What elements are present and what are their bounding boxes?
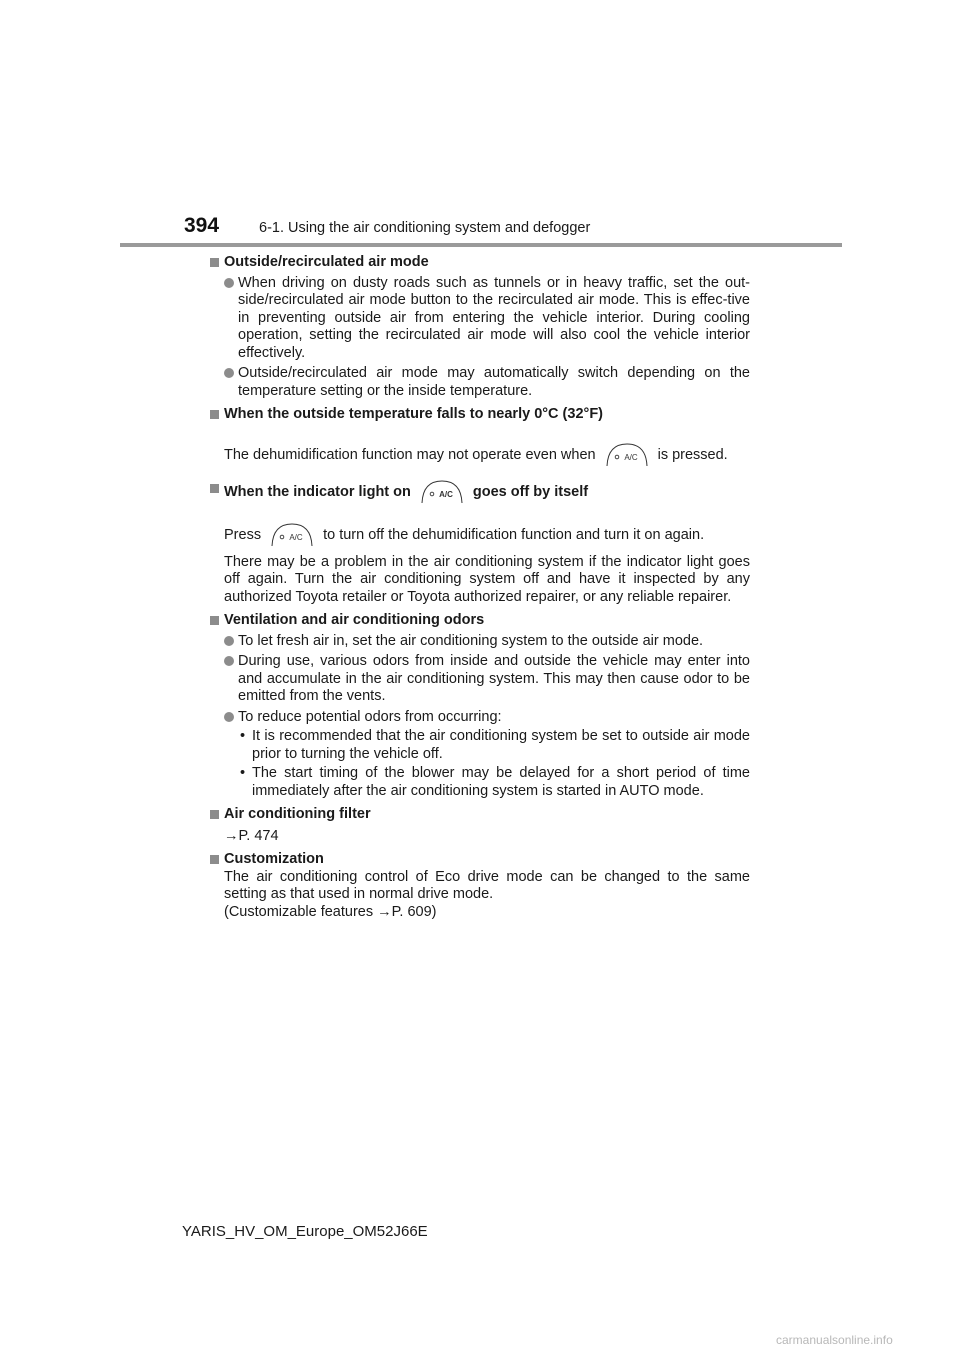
section-outside-temperature bbox=[210, 406, 750, 470]
section-title bbox=[224, 480, 750, 504]
title-text: goes off by itself bbox=[472, 483, 589, 500]
page-header bbox=[120, 0, 842, 248]
item-text: To reduce potential odors from occurring: bbox=[238, 708, 502, 725]
list-item bbox=[224, 633, 750, 651]
section-odors bbox=[210, 612, 750, 800]
section-title: Air conditioning filter bbox=[224, 806, 371, 823]
chapter-title: 6-1. Using the air conditioning system and defogger bbox=[259, 220, 591, 236]
section-square-icon bbox=[210, 258, 219, 267]
sub-bullet-icon: • bbox=[240, 728, 246, 745]
section-title: Ventilation and air conditioning odors bbox=[224, 612, 485, 629]
section-square-icon bbox=[210, 410, 219, 419]
section-outside-recirculated bbox=[210, 254, 750, 400]
section-title: When the outside temperature falls to nearly 0°C (32°F) bbox=[224, 406, 604, 422]
section-square-icon bbox=[210, 616, 219, 625]
sub-list-item bbox=[224, 728, 750, 763]
text: to turn off the dehumidification function and turn it on again. bbox=[323, 526, 705, 543]
section-filter bbox=[210, 806, 750, 845]
ac-button-icon bbox=[604, 443, 650, 467]
sub-list-item bbox=[224, 765, 750, 800]
ac-button-icon bbox=[269, 523, 315, 547]
bullet-dot-icon bbox=[224, 636, 234, 646]
document-code: YARIS_HV_OM_Europe_OM52J66E bbox=[182, 1223, 428, 1240]
header-rule bbox=[120, 243, 842, 247]
section-square-icon bbox=[210, 810, 219, 819]
paragraph: The air conditioning control of Eco drive mode can be changed to the same setting as that used in normal drive mode. bbox=[224, 868, 750, 903]
section-square-icon bbox=[210, 855, 219, 864]
title-text: When the indicator light on bbox=[224, 483, 411, 500]
page-content bbox=[210, 254, 750, 927]
page-number: 394 bbox=[184, 214, 220, 237]
list-item bbox=[224, 653, 750, 706]
item-text: It is recommended that the air conditioning system be set to outside air mode prior to turning the vehicle off. bbox=[252, 728, 750, 762]
page-reference-link[interactable]: →P. 474 bbox=[224, 827, 279, 844]
item-text: When driving on dusty roads such as tunnels or in heavy traffic, set the out-side/recirculated air mode button to the recirculated air mode. This is effec-tive in preventing outside air from entering the vehicle interior. During cooling operation, setting the recirculated air mode will also cool the vehicle interior effectively. bbox=[238, 274, 750, 361]
section-customization bbox=[210, 851, 750, 921]
watermark: carmanualsonline.info bbox=[776, 1333, 893, 1347]
paragraph bbox=[224, 520, 750, 550]
text: The dehumidification function may not operate even when bbox=[224, 446, 596, 463]
paragraph bbox=[224, 440, 750, 470]
ac-button-icon bbox=[419, 480, 465, 504]
section-indicator-light bbox=[210, 480, 750, 607]
text: is pressed. bbox=[657, 446, 728, 463]
paragraph: There may be a problem in the air conditioning system if the indicator light goes off again. Turn the air conditioning system off and have it inspected by any authorized Toyota retailer or Toyota authorized repairer, or any reliable repairer. bbox=[224, 553, 750, 605]
item-text: Outside/recirculated air mode may automatically switch depending on the temperature setting or the inside temperature. bbox=[238, 365, 750, 399]
item-text: The start timing of the blower may be delayed for a short period of time immediately after the air conditioning system is started in AUTO mode. bbox=[252, 765, 750, 799]
bullet-dot-icon bbox=[224, 656, 234, 666]
list-item bbox=[224, 709, 750, 727]
customizable-features-link[interactable]: (Customizable features →P. 609) bbox=[224, 903, 437, 920]
text: Press bbox=[224, 526, 262, 543]
sub-bullet-icon: • bbox=[240, 765, 246, 782]
section-square-icon bbox=[210, 484, 219, 493]
section-title: Customization bbox=[224, 851, 324, 868]
item-text: To let fresh air in, set the air conditioning system to the outside air mode. bbox=[238, 632, 704, 649]
section-title: Outside/recirculated air mode bbox=[224, 254, 429, 270]
list-item bbox=[224, 365, 750, 400]
bullet-dot-icon bbox=[224, 712, 234, 722]
bullet-dot-icon bbox=[224, 278, 234, 288]
ac-label: A/C bbox=[623, 452, 638, 462]
bullet-dot-icon bbox=[224, 368, 234, 378]
ac-label: A/C bbox=[289, 532, 303, 542]
list-item bbox=[224, 275, 750, 363]
item-text: During use, various odors from inside and outside the vehicle may enter into and accumulate in the air conditioning system. This may then cause odor to be emitted from the vents. bbox=[238, 653, 750, 705]
ac-label: A/C bbox=[438, 489, 453, 499]
